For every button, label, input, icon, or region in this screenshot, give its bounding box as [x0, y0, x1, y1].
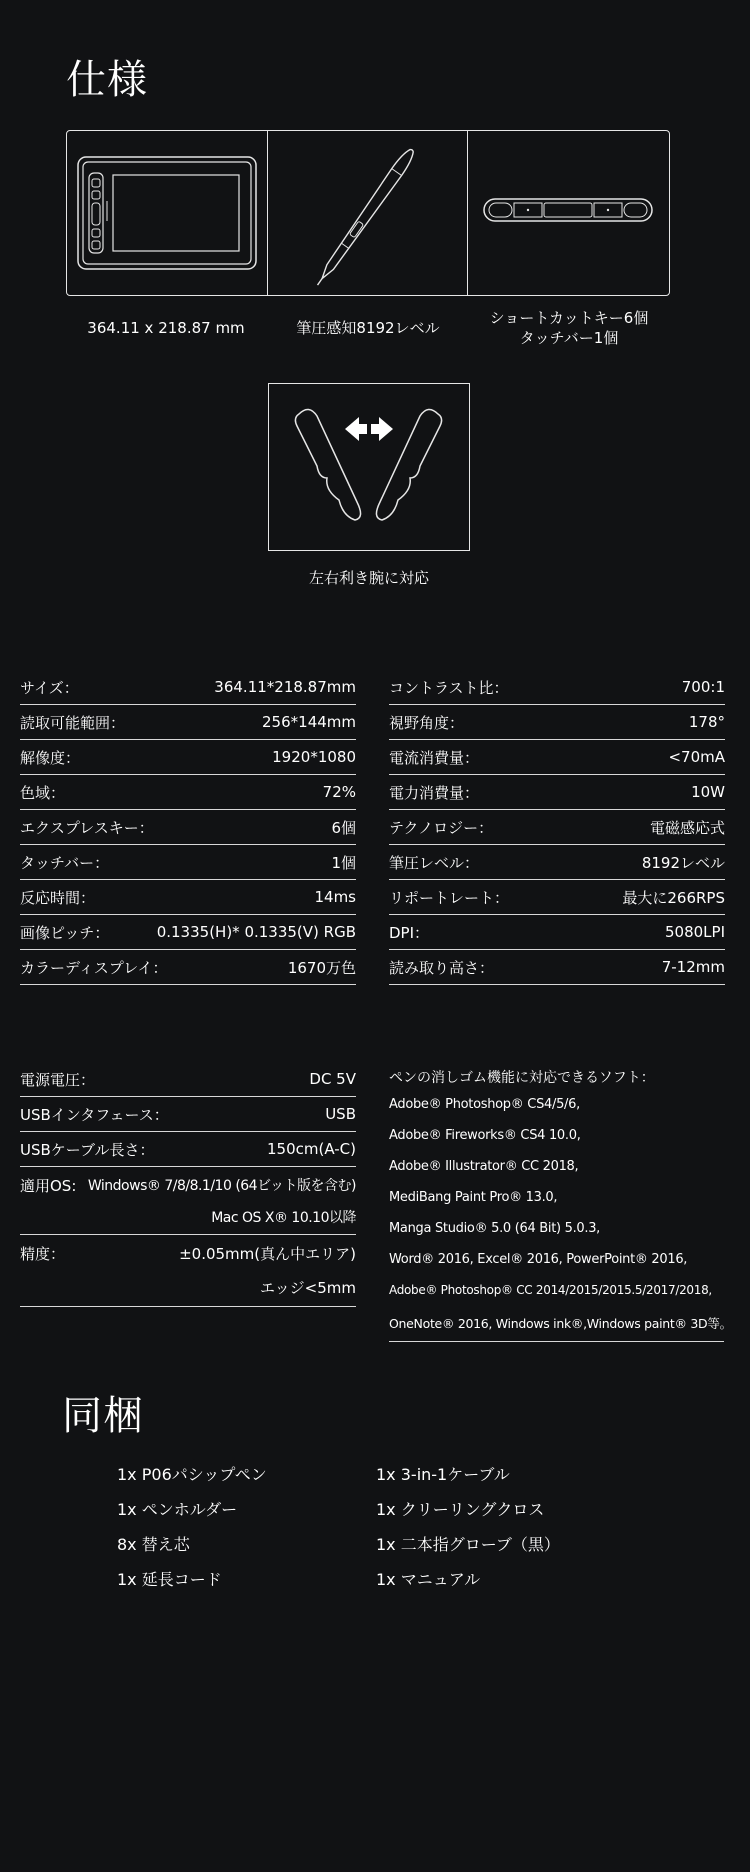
spec-value: 72% — [322, 783, 356, 801]
spec-value: 5080LPI — [665, 923, 725, 941]
spec-label: 電源電圧： — [20, 1070, 96, 1089]
spec-value: DC 5V — [309, 1070, 356, 1088]
hand-caption: 左右利き腕に対応 — [308, 569, 429, 587]
spec-row — [20, 915, 356, 950]
spec-value: <70mA — [668, 748, 725, 766]
software-item: Manga Studio® 5.0 (64 Bit) 5.0.3, — [389, 1221, 601, 1236]
spec-row — [20, 810, 356, 845]
handedness-illustration — [268, 383, 470, 551]
spec-value: 電磁感応式 — [649, 818, 725, 837]
feature-box — [66, 130, 670, 296]
spec-label: エクスプレスキー： — [20, 818, 154, 837]
spec-row — [20, 740, 356, 775]
spec-row — [389, 950, 725, 985]
included-item: 8x 替え芯 — [117, 1535, 190, 1554]
included-item: 1x P06パシップペン — [117, 1465, 267, 1484]
spec-value: 6個 — [331, 818, 356, 837]
spec-label: 電流消費量： — [389, 748, 480, 767]
tablet-illustration — [67, 131, 267, 295]
spec-row — [20, 775, 356, 810]
spec-value: 256*144mm — [262, 713, 356, 731]
spec-label: 読み取り高さ： — [389, 958, 495, 977]
spec-label: リポートレート： — [389, 888, 510, 907]
spec-label: USBケーブル長さ： — [20, 1140, 155, 1159]
spec-value: Mac OS X® 10.10以降 — [211, 1210, 356, 1226]
spec-value: 最大に266RPS — [622, 888, 725, 907]
software-item: Adobe® Fireworks® CS4 10.0, — [389, 1128, 581, 1143]
spec-label: 読取可能範囲： — [20, 713, 126, 732]
spec-row — [389, 810, 725, 845]
spec-label: USBインタフェース： — [20, 1105, 169, 1124]
spec-label: カラーディスプレイ： — [20, 958, 168, 977]
spec-value: 8192レベル — [641, 853, 725, 872]
included-item: 1x マニュアル — [376, 1570, 481, 1589]
spec-label: 筆圧レベル： — [389, 853, 480, 872]
spec-label: コントラスト比： — [389, 678, 509, 697]
spec-row — [389, 705, 725, 740]
spec-row — [389, 915, 725, 950]
pen-illustration — [267, 131, 468, 295]
spec-value: 364.11*218.87mm — [214, 678, 356, 696]
spec-value: 150cm(A-C) — [266, 1140, 356, 1158]
spec-row — [389, 880, 725, 915]
spec-value: 10W — [691, 783, 725, 801]
software-title: ペンの消しゴム機能に対応できるソフト： — [389, 1070, 655, 1086]
pen-caption: 筆圧感知8192レベル — [296, 319, 440, 337]
included-item: 1x 3-in-1ケーブル — [376, 1465, 510, 1484]
spec-value: 1920*1080 — [272, 748, 356, 766]
software-item: Adobe® Illustrator® CC 2018, — [389, 1159, 579, 1174]
spec-value: 700:1 — [681, 678, 725, 696]
spec-row — [20, 950, 356, 985]
included-item: 1x 延長コード — [117, 1570, 222, 1589]
spec-label: タッチバー： — [20, 853, 110, 872]
spec-row-voltage — [20, 1062, 356, 1097]
spec-row — [389, 775, 725, 810]
spec-row — [389, 670, 725, 705]
spec-row — [389, 845, 725, 880]
spec-heading: 仕様 — [66, 57, 148, 103]
software-item: Adobe® Photoshop® CS4/5/6, — [389, 1097, 580, 1112]
spec-row-accuracy — [20, 1235, 356, 1307]
spec-label: 電力消費量： — [389, 783, 480, 802]
included-heading: 同梱 — [62, 1393, 144, 1439]
spec-label: 視野角度： — [389, 713, 465, 732]
spec-label: テクノロジー： — [389, 818, 494, 837]
spec-value: USB — [325, 1105, 356, 1123]
spec-label: 画像ピッチ： — [20, 923, 110, 942]
spec-label: 適用OS: — [20, 1177, 77, 1195]
spec-value: 14ms — [314, 888, 356, 906]
keys-caption-line1: ショートカットキー6個 — [489, 309, 649, 327]
spec-label: 色域： — [20, 783, 66, 802]
spec-row — [389, 740, 725, 775]
spec-value: 1個 — [331, 853, 356, 872]
spec-value: エッジ<5mm — [259, 1279, 356, 1297]
spec-row — [20, 880, 356, 915]
spec-row — [20, 705, 356, 740]
keys-caption-line2: タッチバー1個 — [519, 329, 619, 347]
included-item: 1x ペンホルダー — [117, 1500, 238, 1519]
spec-label: 反応時間： — [20, 888, 96, 907]
spec-value: 7-12mm — [661, 958, 725, 976]
tablet-caption: 364.11 x 218.87 mm — [87, 319, 245, 337]
keys-illustration — [468, 131, 668, 295]
spec-row-os — [20, 1167, 356, 1235]
spec-value: 0.1335(H)* 0.1335(V) RGB — [156, 923, 356, 941]
included-item: 1x クリーリングクロス — [376, 1500, 545, 1519]
spec-label: 解像度： — [20, 748, 81, 767]
spec-value: 1670万色 — [287, 958, 356, 977]
spec-row — [20, 670, 356, 705]
spec-row — [20, 845, 356, 880]
spec-label: サイズ： — [20, 678, 79, 697]
spec-row-usb-length — [20, 1132, 356, 1167]
software-item: MediBang Paint Pro® 13.0, — [389, 1190, 558, 1205]
software-item: OneNote® 2016, Windows ink®,Windows paint® 3D等。 — [389, 1316, 732, 1331]
spec-row-usb-interface — [20, 1097, 356, 1132]
spec-label: 精度： — [20, 1245, 66, 1263]
spec-value: 178° — [688, 713, 725, 731]
software-item: Adobe® Photoshop® CC 2014/2015/2015.5/2017/2018, — [389, 1283, 712, 1297]
spec-value: ±0.05mm(真ん中エリア) — [179, 1245, 356, 1263]
included-item: 1x 二本指グローブ（黒） — [376, 1535, 560, 1554]
spec-label: DPI： — [389, 923, 430, 942]
software-divider — [389, 1341, 724, 1342]
software-item: Word® 2016, Excel® 2016, PowerPoint® 2016, — [389, 1252, 688, 1267]
spec-value: Windows® 7/8/8.1/10 (64ビット版を含む) — [87, 1178, 356, 1194]
